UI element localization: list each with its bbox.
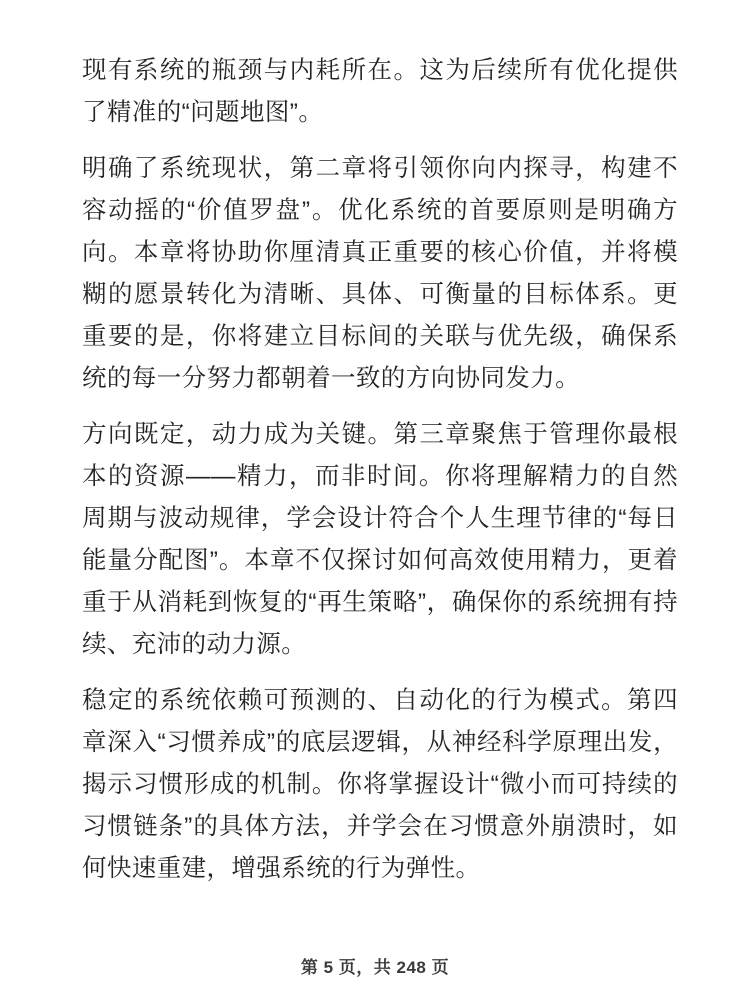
- paragraph: 明确了系统现状，第二章将引领你向内探寻，构建不容动摇的“价值罗盘”。优化系统的首要原则是明确方向。本章将协助你厘清真正重要的核心价值，并将模糊的愿景转化为清晰、具体、可衡量的目标体系。更重要的是，你将建立目标间的关联与优先级，确保系统的每一分努力都朝着一致的方向协同发力。: [82, 155, 678, 392]
- document-body: [82, 50, 678, 1000]
- page-number-label: 第 5 页，共 248 页: [300, 958, 450, 977]
- page-footer: [0, 953, 750, 978]
- paragraph: 稳定的系统依赖可预测的、自动化的行为模式。第四章深入“习惯养成”的底层逻辑，从神经科学原理出发，揭示习惯形成的机制。你将掌握设计“微小而可持续的习惯链条”的具体方法，并学会在习惯意外崩溃时，如何快速重建，增强系统的行为弹性。: [82, 687, 678, 882]
- paragraph: 现有系统的瓶颈与内耗所在。这为后续所有优化提供了精准的“问题地图”。: [82, 57, 678, 126]
- paragraph: 方向既定，动力成为关键。第三章聚焦于管理你最根本的资源——精力，而非时间。你将理解精力的自然周期与波动规律，学会设计符合个人生理节律的“每日能量分配图”。本章不仅探讨如何高效使用精力，更着重于从消耗到恢复的“再生策略”，确保你的系统拥有持续、充沛的动力源。: [82, 421, 678, 658]
